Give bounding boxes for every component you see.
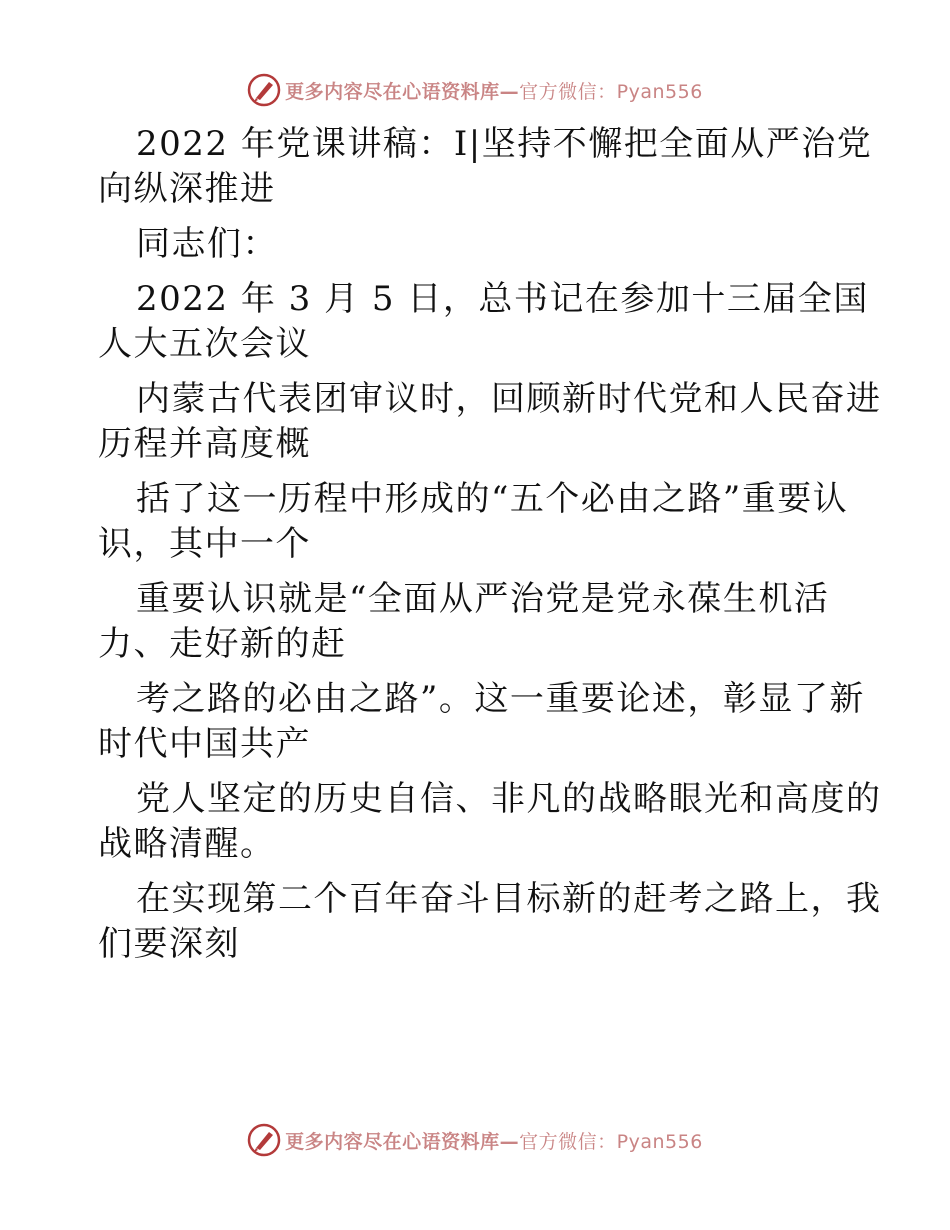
document-line: 2022 年党课讲稿：I|坚持不懈把全面从严治党 xyxy=(136,124,873,164)
document-line: 内蒙古代表团审议时，回顾新时代党和人民奋进 xyxy=(136,379,882,419)
pen-logo-icon xyxy=(247,73,281,107)
document-line: 重要认识就是“全面从严治党是党永葆生机活 xyxy=(136,579,830,619)
document-line: 战略清醒。 xyxy=(98,824,276,864)
document-line: 历程并高度概 xyxy=(98,424,311,464)
document-line: 力、走好新的赶 xyxy=(98,624,347,664)
paragraph-gap xyxy=(98,667,858,677)
header-brand-text: 更多内容尽在心语资料库 xyxy=(285,80,500,103)
document-line: 考之路的必由之路”。这一重要论述，彰显了新 xyxy=(136,679,865,719)
header-watermark xyxy=(0,70,950,110)
paragraph-gap xyxy=(98,767,858,777)
document-body xyxy=(98,122,882,967)
document-line: 同志们： xyxy=(136,224,278,264)
footer-watermark xyxy=(0,1120,950,1160)
footer-separator: — xyxy=(499,1130,520,1153)
document-line: 党人坚定的历史自信、非凡的战略眼光和高度的 xyxy=(136,779,882,819)
paragraph-gap xyxy=(98,212,858,222)
document-line: 们要深刻 xyxy=(98,924,240,964)
document-line: 人大五次会议 xyxy=(98,324,311,364)
pen-logo-icon xyxy=(247,1123,281,1157)
paragraph-gap xyxy=(98,267,858,277)
document-line: 在实现第二个百年奋斗目标新的赶考之路上，我 xyxy=(136,879,882,919)
paragraph-gap xyxy=(98,367,858,377)
footer-wechat-text: 官方微信：Pyan556 xyxy=(519,1130,703,1153)
document-line: 时代中国共产 xyxy=(98,724,311,764)
paragraph-gap xyxy=(98,567,858,577)
paragraph-gap xyxy=(98,867,858,877)
document-line: 括了这一历程中形成的“五个必由之路”重要认 xyxy=(136,479,849,519)
footer-brand-text: 更多内容尽在心语资料库 xyxy=(285,1130,500,1153)
paragraph-gap xyxy=(98,467,858,477)
document-line: 识，其中一个 xyxy=(98,524,311,564)
document-line: 向纵深推进 xyxy=(98,169,276,209)
document-line: 2022 年 3 月 5 日，总书记在参加十三届全国 xyxy=(136,279,869,319)
header-wechat-text: 官方微信：Pyan556 xyxy=(519,80,703,103)
header-separator: — xyxy=(499,80,520,103)
